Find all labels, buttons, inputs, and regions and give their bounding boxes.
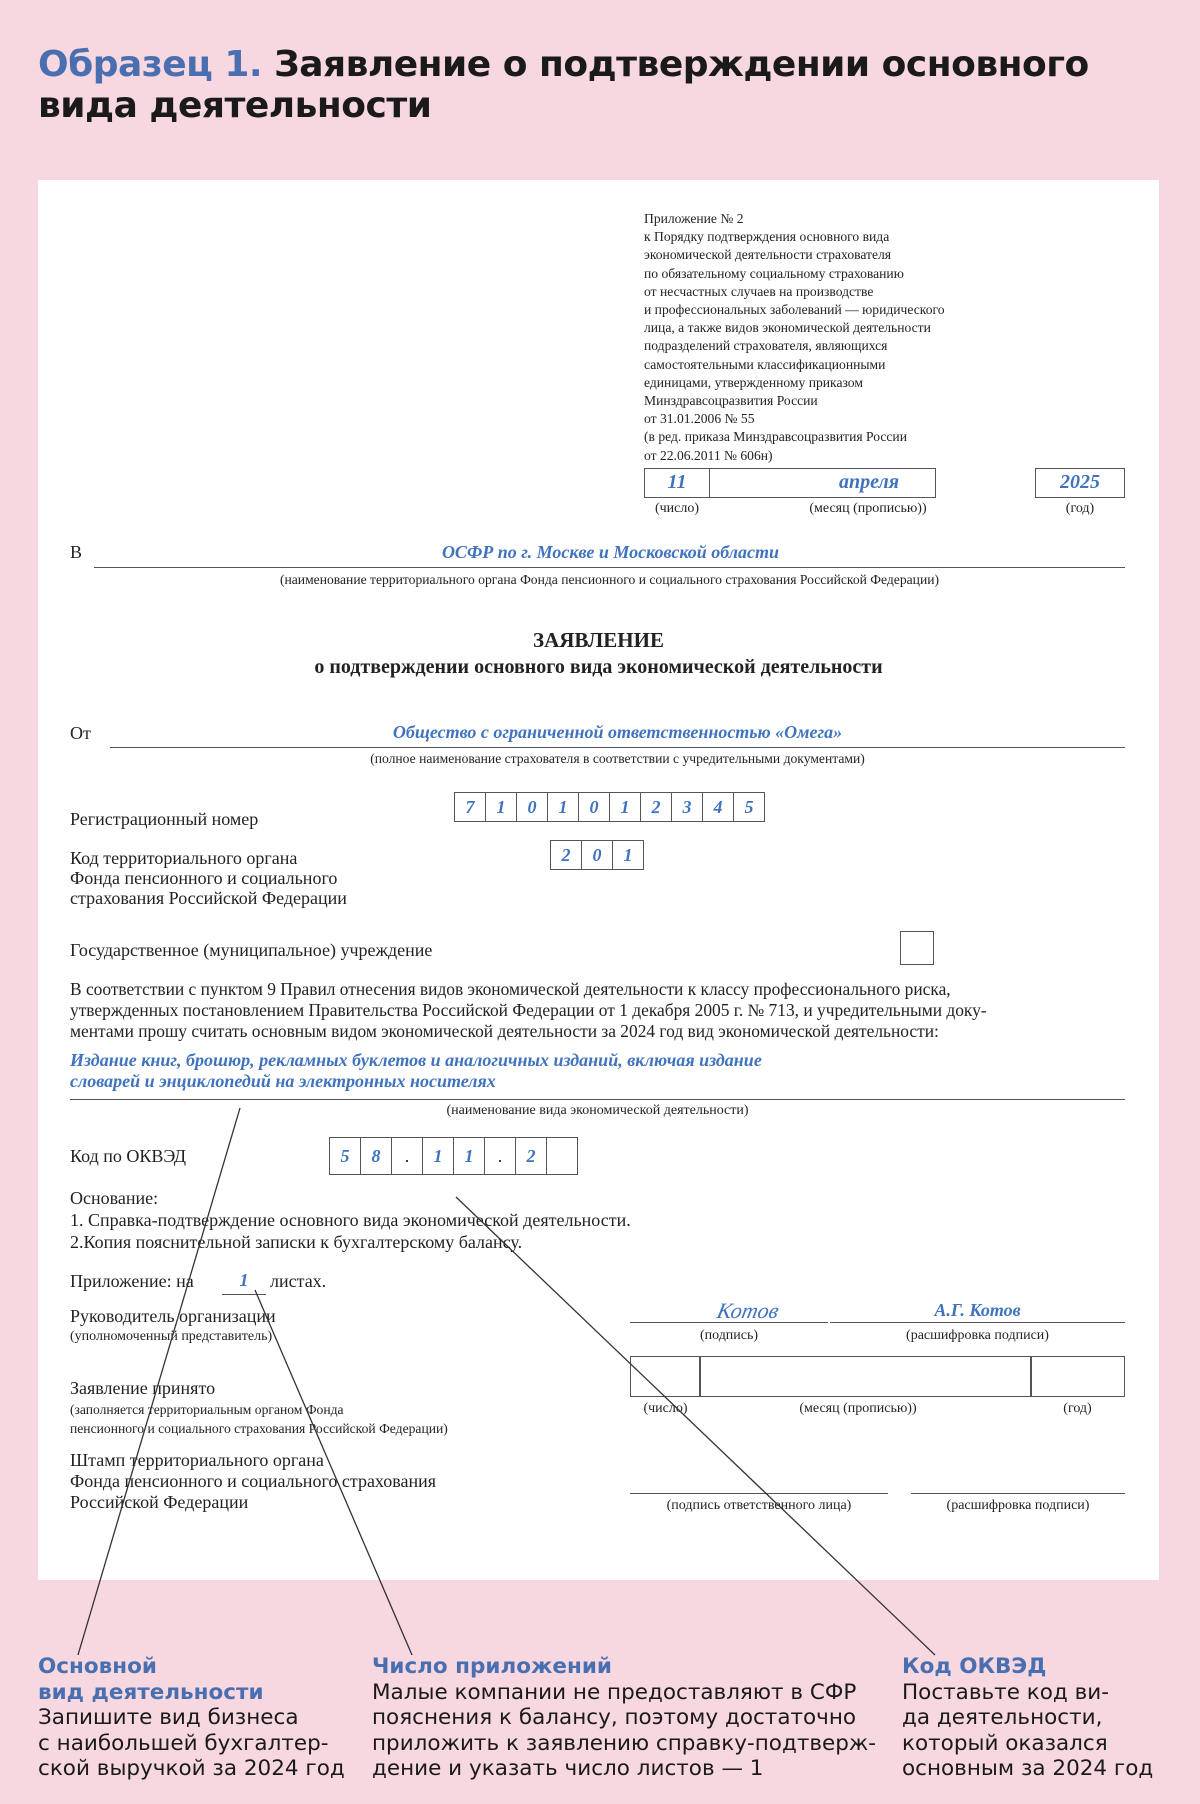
from-value: Общество с ограниченной ответственностью «Омега» [392,722,843,742]
callout-text: который оказался [902,1730,1108,1756]
attach-prefix: Приложение: на [70,1271,194,1291]
appendix-line: Минздравсоцразвития России [644,393,818,409]
reg-digit[interactable]: 0 [516,792,548,822]
accepted-sub-line: (заполняется территориальным органом Фонда [70,1402,344,1417]
date-day-caption: (число) [654,501,700,516]
callout-text: пояснения к балансу, поэтому достаточно [372,1705,857,1730]
accepted-label: Заявление принято [70,1378,216,1398]
reg-digit[interactable]: 7 [454,792,486,822]
okved-cell[interactable]: 8 [360,1137,392,1175]
appendix-line: от несчастных случаев на производстве [644,283,874,299]
reg-digit[interactable]: 5 [733,792,765,822]
okved-cell[interactable]: 1 [453,1137,485,1175]
appendix-line: единицами, утвержденному приказом [644,374,863,390]
terr-label-line: Код территориального органа [70,848,298,868]
appendix-line: от 22.06.2011 № 606н) [644,447,773,463]
callout-text: дение и указать число листов — 1 [372,1756,764,1781]
callout-text: Поставьте код ви- [902,1679,1110,1705]
head-name: А.Г. Котов [934,1300,1021,1320]
basis-title: Основание: [70,1188,159,1208]
stamp-sign-caption: (подпись ответственного лица) [666,1498,852,1513]
date-year: 2025 [1060,471,1100,493]
accepted-year-caption: (год) [1063,1401,1092,1416]
signature: Котов [714,1298,782,1323]
from-label: От [70,723,91,743]
activity-line: Издание книг, брошюр, рекламных буклетов и аналогичных изданий, включая издание [70,1050,762,1070]
stamp-line: Штамп территориального органа [70,1450,324,1470]
okved-cell[interactable]: . [391,1137,423,1175]
heading-title: Заявление о подтверждении основного вида деятельности [38,44,1089,126]
appendix-line: подразделений страхователя, являющихся [644,338,888,354]
body-line: утвержденных постановлением Правительства Российской Федерации от 1 декабря 2005 г. № 713, и учредительными доку- [70,1000,987,1020]
leader-okved [456,1197,935,1655]
okved-cell[interactable]: 2 [515,1137,547,1175]
body-line: ментами прошу считать основным видом экономической деятельности за 2024 год вид экономической деятельности: [70,1021,939,1041]
appendix-line: по обязательному социальному страхованию [644,265,904,281]
callout-text: Малые компании не предоставляют в СФР [372,1679,857,1705]
callout-text: да деятельности, [902,1705,1103,1730]
okved-cell[interactable]: 5 [329,1137,361,1175]
callout-title: Основной [38,1654,157,1679]
callout-title: вид деятельности [38,1679,264,1705]
to-value: ОСФР по г. Москве и Московской области [441,542,780,562]
reg-digit[interactable]: 2 [640,792,672,822]
appendix-line: лица, а также видов экономической деятельности [644,320,931,336]
callout-main-activity [38,1654,345,1782]
okved-cell[interactable]: 1 [422,1137,454,1175]
reg-digit[interactable]: 1 [547,792,579,822]
gov-label: Государственное (муниципальное) учреждение [70,940,433,960]
terr-digit[interactable]: 2 [550,840,582,870]
attach-suffix: листах. [270,1271,327,1291]
terr-label-line: страхования Российской Федерации [70,888,347,908]
callout-title: Код ОКВЭД [902,1654,1047,1679]
stamp-line: Российской Федерации [70,1492,249,1512]
head-name-caption: (расшифровка подписи) [906,1328,1049,1343]
leader-activity [78,1108,240,1655]
reg-digit[interactable]: 1 [609,792,641,822]
leader-attachments [255,1290,412,1655]
accepted-sub-line: пенсионного и социального страхования Российской Федерации) [70,1421,448,1436]
basis-item: 1. Справка-подтверждение основного вида экономической деятельности. [70,1210,631,1230]
accepted-day-caption: (число) [643,1401,688,1416]
callout-title: Число приложений [372,1654,612,1679]
basis-item: 2.Копия пояснительной записки к бухгалтерскому балансу. [70,1232,523,1252]
reg-digit[interactable]: 3 [671,792,703,822]
reg-digit[interactable]: 4 [702,792,734,822]
callout-text: основным за 2024 год [902,1756,1154,1781]
body-line: В соответствии с пунктом 9 Правил отнесения видов экономической деятельности к классу профессионального риска, [70,979,951,999]
to-caption: (наименование территориального органа Фонда пенсионного и социального страхования Российской Федерации) [279,572,940,587]
stamp-name-caption: (расшифровка подписи) [946,1498,1090,1513]
heading-accent: Образец 1. [38,44,263,85]
callout-text: Запишите вид бизнеса [38,1705,299,1730]
document-subtitle: о подтверждении основного вида экономической деятельности [314,656,883,678]
head-sub: (уполномоченный представитель) [70,1329,273,1344]
from-caption: (полное наименование страхователя в соответствии с учредительными документами) [370,751,865,766]
date-month: апреля [838,471,900,493]
activity-caption: (наименование вида экономической деятельности) [446,1103,749,1118]
callout-text: приложить к заявлению справку-подтверж- [372,1730,877,1756]
callout-okved [902,1654,1153,1782]
attach-count: 1 [239,1270,249,1290]
okved-label: Код по ОКВЭД [70,1146,187,1166]
terr-digit[interactable]: 0 [581,840,613,870]
accepted-month-caption: (месяц (прописью)) [799,1401,917,1416]
document-title: ЗАЯВЛЕНИЕ [533,628,664,652]
appendix-line: к Порядку подтверждения основного вида [644,229,890,245]
reg-digit[interactable]: 1 [485,792,517,822]
to-label: В [70,542,83,562]
appendix-line: экономической деятельности страхователя [644,247,892,263]
appendix-line: от 31.01.2006 № 55 [644,411,755,427]
stamp-line: Фонда пенсионного и социального страхования [70,1471,437,1491]
callout-attachment-count [372,1654,876,1782]
appendix-line: (в ред. приказа Минздравсоцразвития России [644,429,907,445]
activity-line: словарей и энциклопедий на электронных носителях [70,1071,496,1091]
callout-text: ской выручкой за 2024 год [38,1756,345,1781]
okved-cell[interactable]: . [484,1137,516,1175]
date-day: 11 [667,471,687,493]
terr-digit[interactable]: 1 [612,840,644,870]
terr-label-line: Фонда пенсионного и социального [70,868,338,888]
callout-text: с наибольшей бухгалтер- [38,1730,329,1756]
appendix-line: Приложение № 2 [644,211,744,226]
date-month-caption: (месяц (прописью)) [809,501,927,516]
reg-digit[interactable]: 0 [578,792,610,822]
appendix-line: самостоятельными классификационными [644,356,886,372]
appendix-line: и профессиональных заболеваний — юридического [644,302,945,318]
date-year-caption: (год) [1065,501,1095,516]
reg-label: Регистрационный номер [70,809,259,829]
head-label: Руководитель организации [70,1306,276,1326]
signature-caption: (подпись) [699,1328,759,1343]
